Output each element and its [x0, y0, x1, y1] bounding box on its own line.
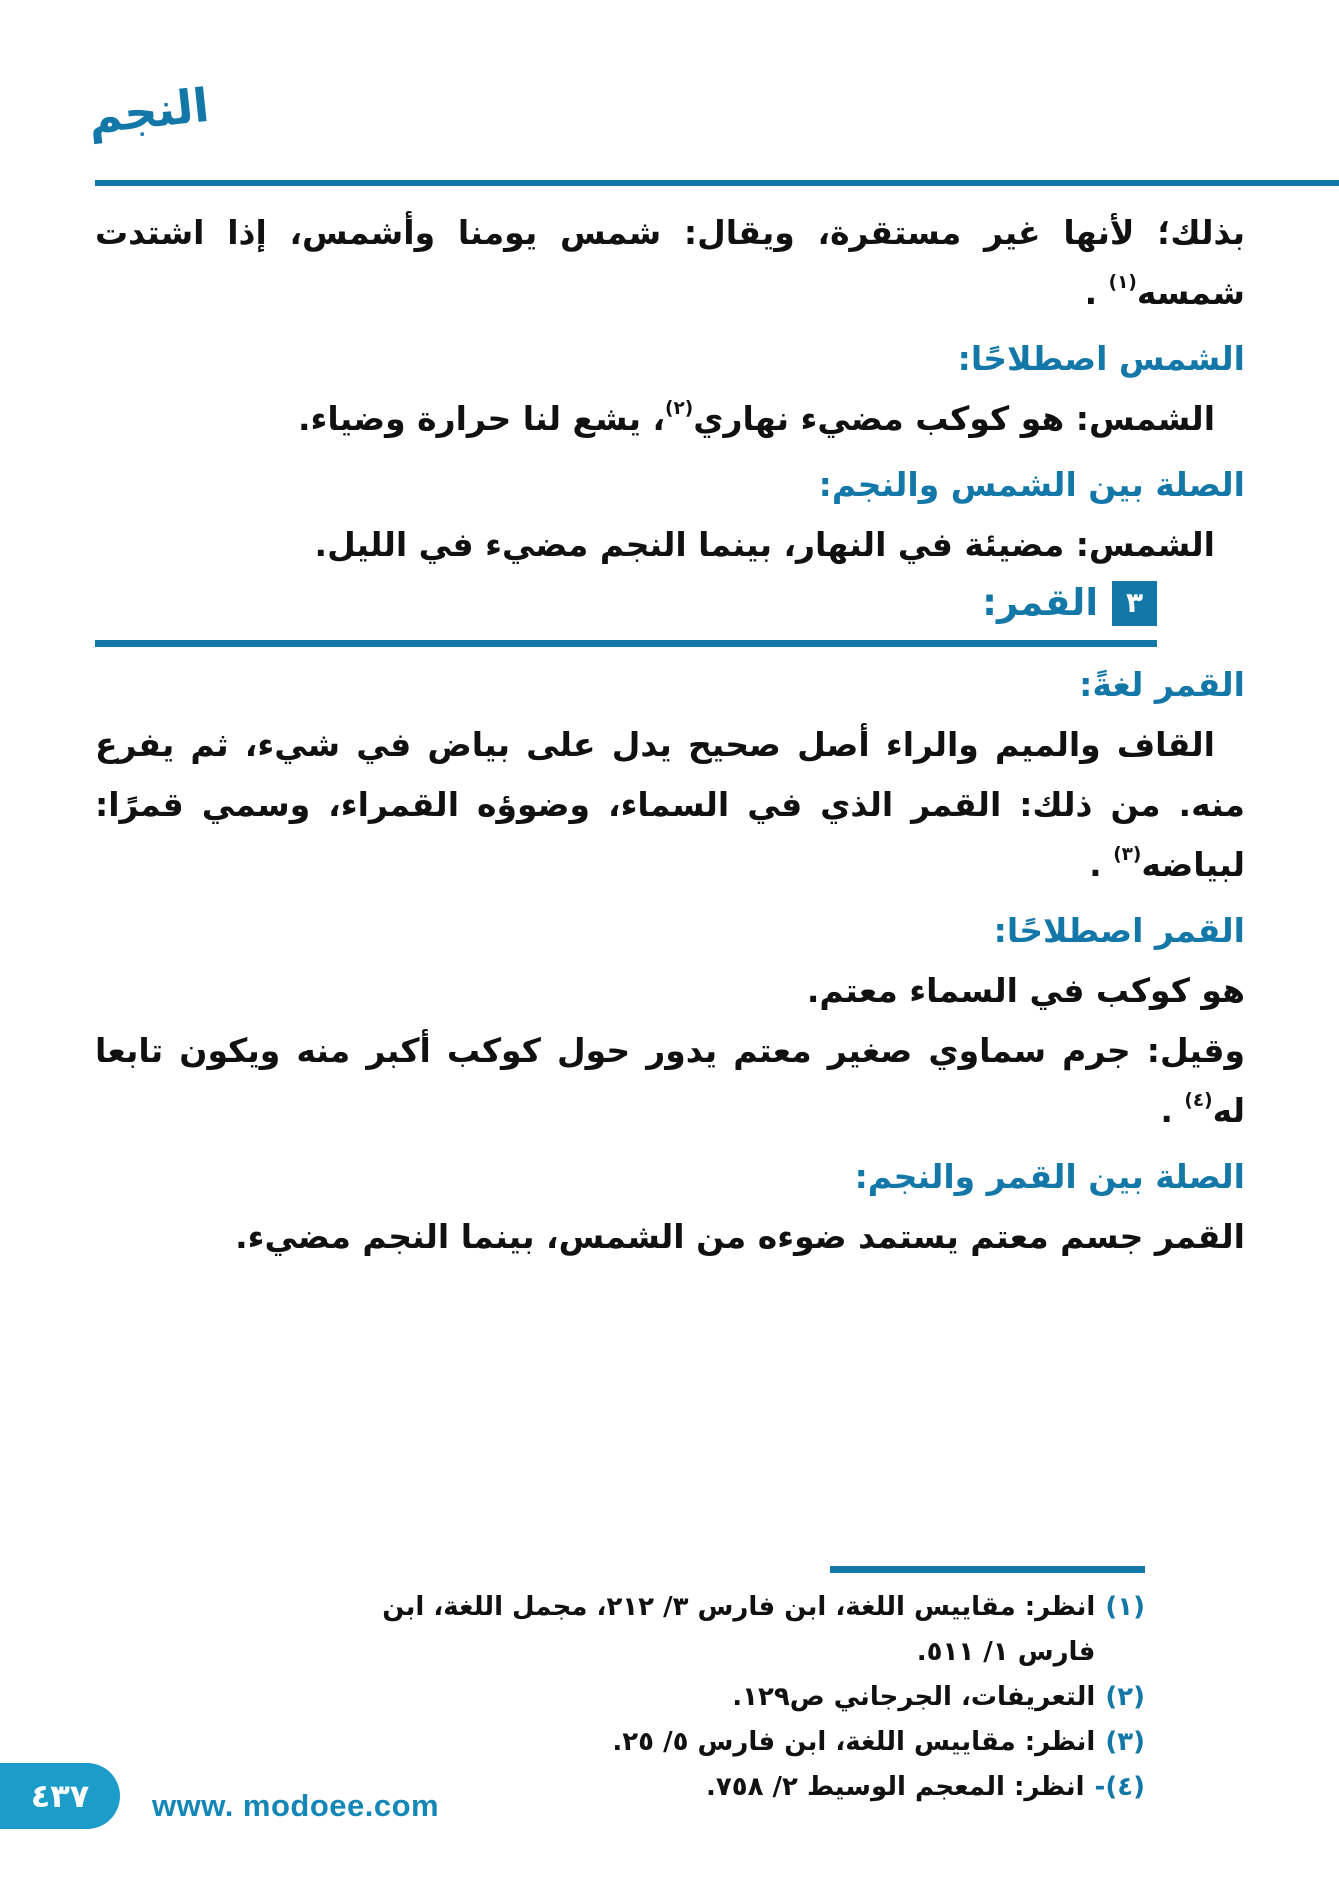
moon-terminology-paragraph-2: [95, 1021, 1245, 1147]
footnote-number: (٤)-: [1094, 1772, 1145, 1802]
page-body: [95, 203, 1245, 1267]
moon-terminology-text: وقيل: جرم سماوي صغير معتم يدور حول كوكب أكبر منه ويكون تابعا له: [95, 1031, 1245, 1130]
sun-terminology-text: الشمس: هو كوكب مضيء نهاري: [693, 399, 1215, 438]
footnote-2: [330, 1675, 1145, 1720]
footnote-number: (١): [1105, 1592, 1145, 1622]
moon-language-paragraph: [95, 715, 1245, 901]
moon-terminology-tail: .: [1160, 1091, 1185, 1130]
footnote-1: [330, 1585, 1145, 1675]
heading-moon-language: القمر لغةً:: [1079, 665, 1245, 704]
footnote-number: (٣): [1105, 1727, 1145, 1757]
footnote-3: [330, 1720, 1145, 1765]
footnotes-block: [330, 1566, 1145, 1810]
section-number-badge: ٣: [1112, 581, 1157, 626]
website-url: www. modoee.com: [152, 1788, 440, 1823]
moon-terminology-paragraph-1: هو كوكب في السماء معتم.: [806, 971, 1245, 1010]
heading-moon-terminology: القمر اصطلاحًا:: [993, 911, 1245, 950]
footnote-text: انظر: مقاييس اللغة، ابن فارس ٥/ ٢٥.: [612, 1727, 1096, 1757]
page-number: ٤٣٧: [30, 1777, 90, 1815]
footnote-text: انظر: مقاييس اللغة، ابن فارس ٣/ ٢١٢، مجمل اللغة، ابن فارس ١/ ٥١١.: [382, 1592, 1096, 1667]
footnote-ref-3: (٣): [1113, 844, 1142, 866]
moon-star-relation-paragraph: القمر جسم معتم يستمد ضوءه من الشمس، بينما النجم مضيء.: [235, 1217, 1245, 1256]
footnote-number: (٢): [1105, 1682, 1145, 1712]
continuation-text: بذلك؛ لأنها غير مستقرة، ويقال: شمس يومنا وأشمس، إذا اشتدت شمسه: [95, 213, 1245, 312]
footnote-text: انظر: المعجم الوسيط ٢/ ٧٥٨.: [705, 1772, 1085, 1802]
moon-section-title: القمر:: [982, 581, 1098, 624]
heading-sun-star-relation: الصلة بين الشمس والنجم:: [818, 465, 1245, 504]
header-divider-rule: [95, 180, 1339, 186]
heading-moon-star-relation: الصلة بين القمر والنجم:: [854, 1157, 1245, 1196]
footnote-ref-2: (٢): [665, 398, 694, 420]
moon-language-tail: .: [1089, 845, 1114, 884]
sun-terminology-tail: ، يشع لنا حرارة وضياء.: [297, 399, 666, 438]
footnotes-separator-rule: [830, 1566, 1145, 1573]
footnote-ref-1: (١): [1108, 272, 1137, 294]
continuation-paragraph: [95, 203, 1245, 329]
moon-language-text: القاف والميم والراء أصل صحيح يدل على بياض في شيء، ثم يفرع منه. من ذلك: القمر الذي في السماء، وضوؤه القمراء، وسمي قمرًا: لبياضه: [95, 725, 1245, 884]
footnote-text: التعريفات، الجرجاني ص١٢٩.: [732, 1682, 1096, 1712]
moon-section-rule: [95, 640, 1157, 647]
page-number-tab: [0, 1763, 120, 1829]
heading-sun-terminology: الشمس اصطلاحًا:: [957, 339, 1245, 378]
footnote-4: [330, 1765, 1145, 1810]
moon-section-header: [95, 575, 1157, 631]
footnote-ref-4: (٤): [1184, 1090, 1213, 1112]
sun-terminology-paragraph: [95, 389, 1245, 455]
continuation-tail: .: [1084, 273, 1109, 312]
chapter-title-calligraphy: النجم: [85, 77, 212, 145]
sun-star-relation-paragraph: الشمس: مضيئة في النهار، بينما النجم مضيء في الليل.: [314, 525, 1215, 564]
